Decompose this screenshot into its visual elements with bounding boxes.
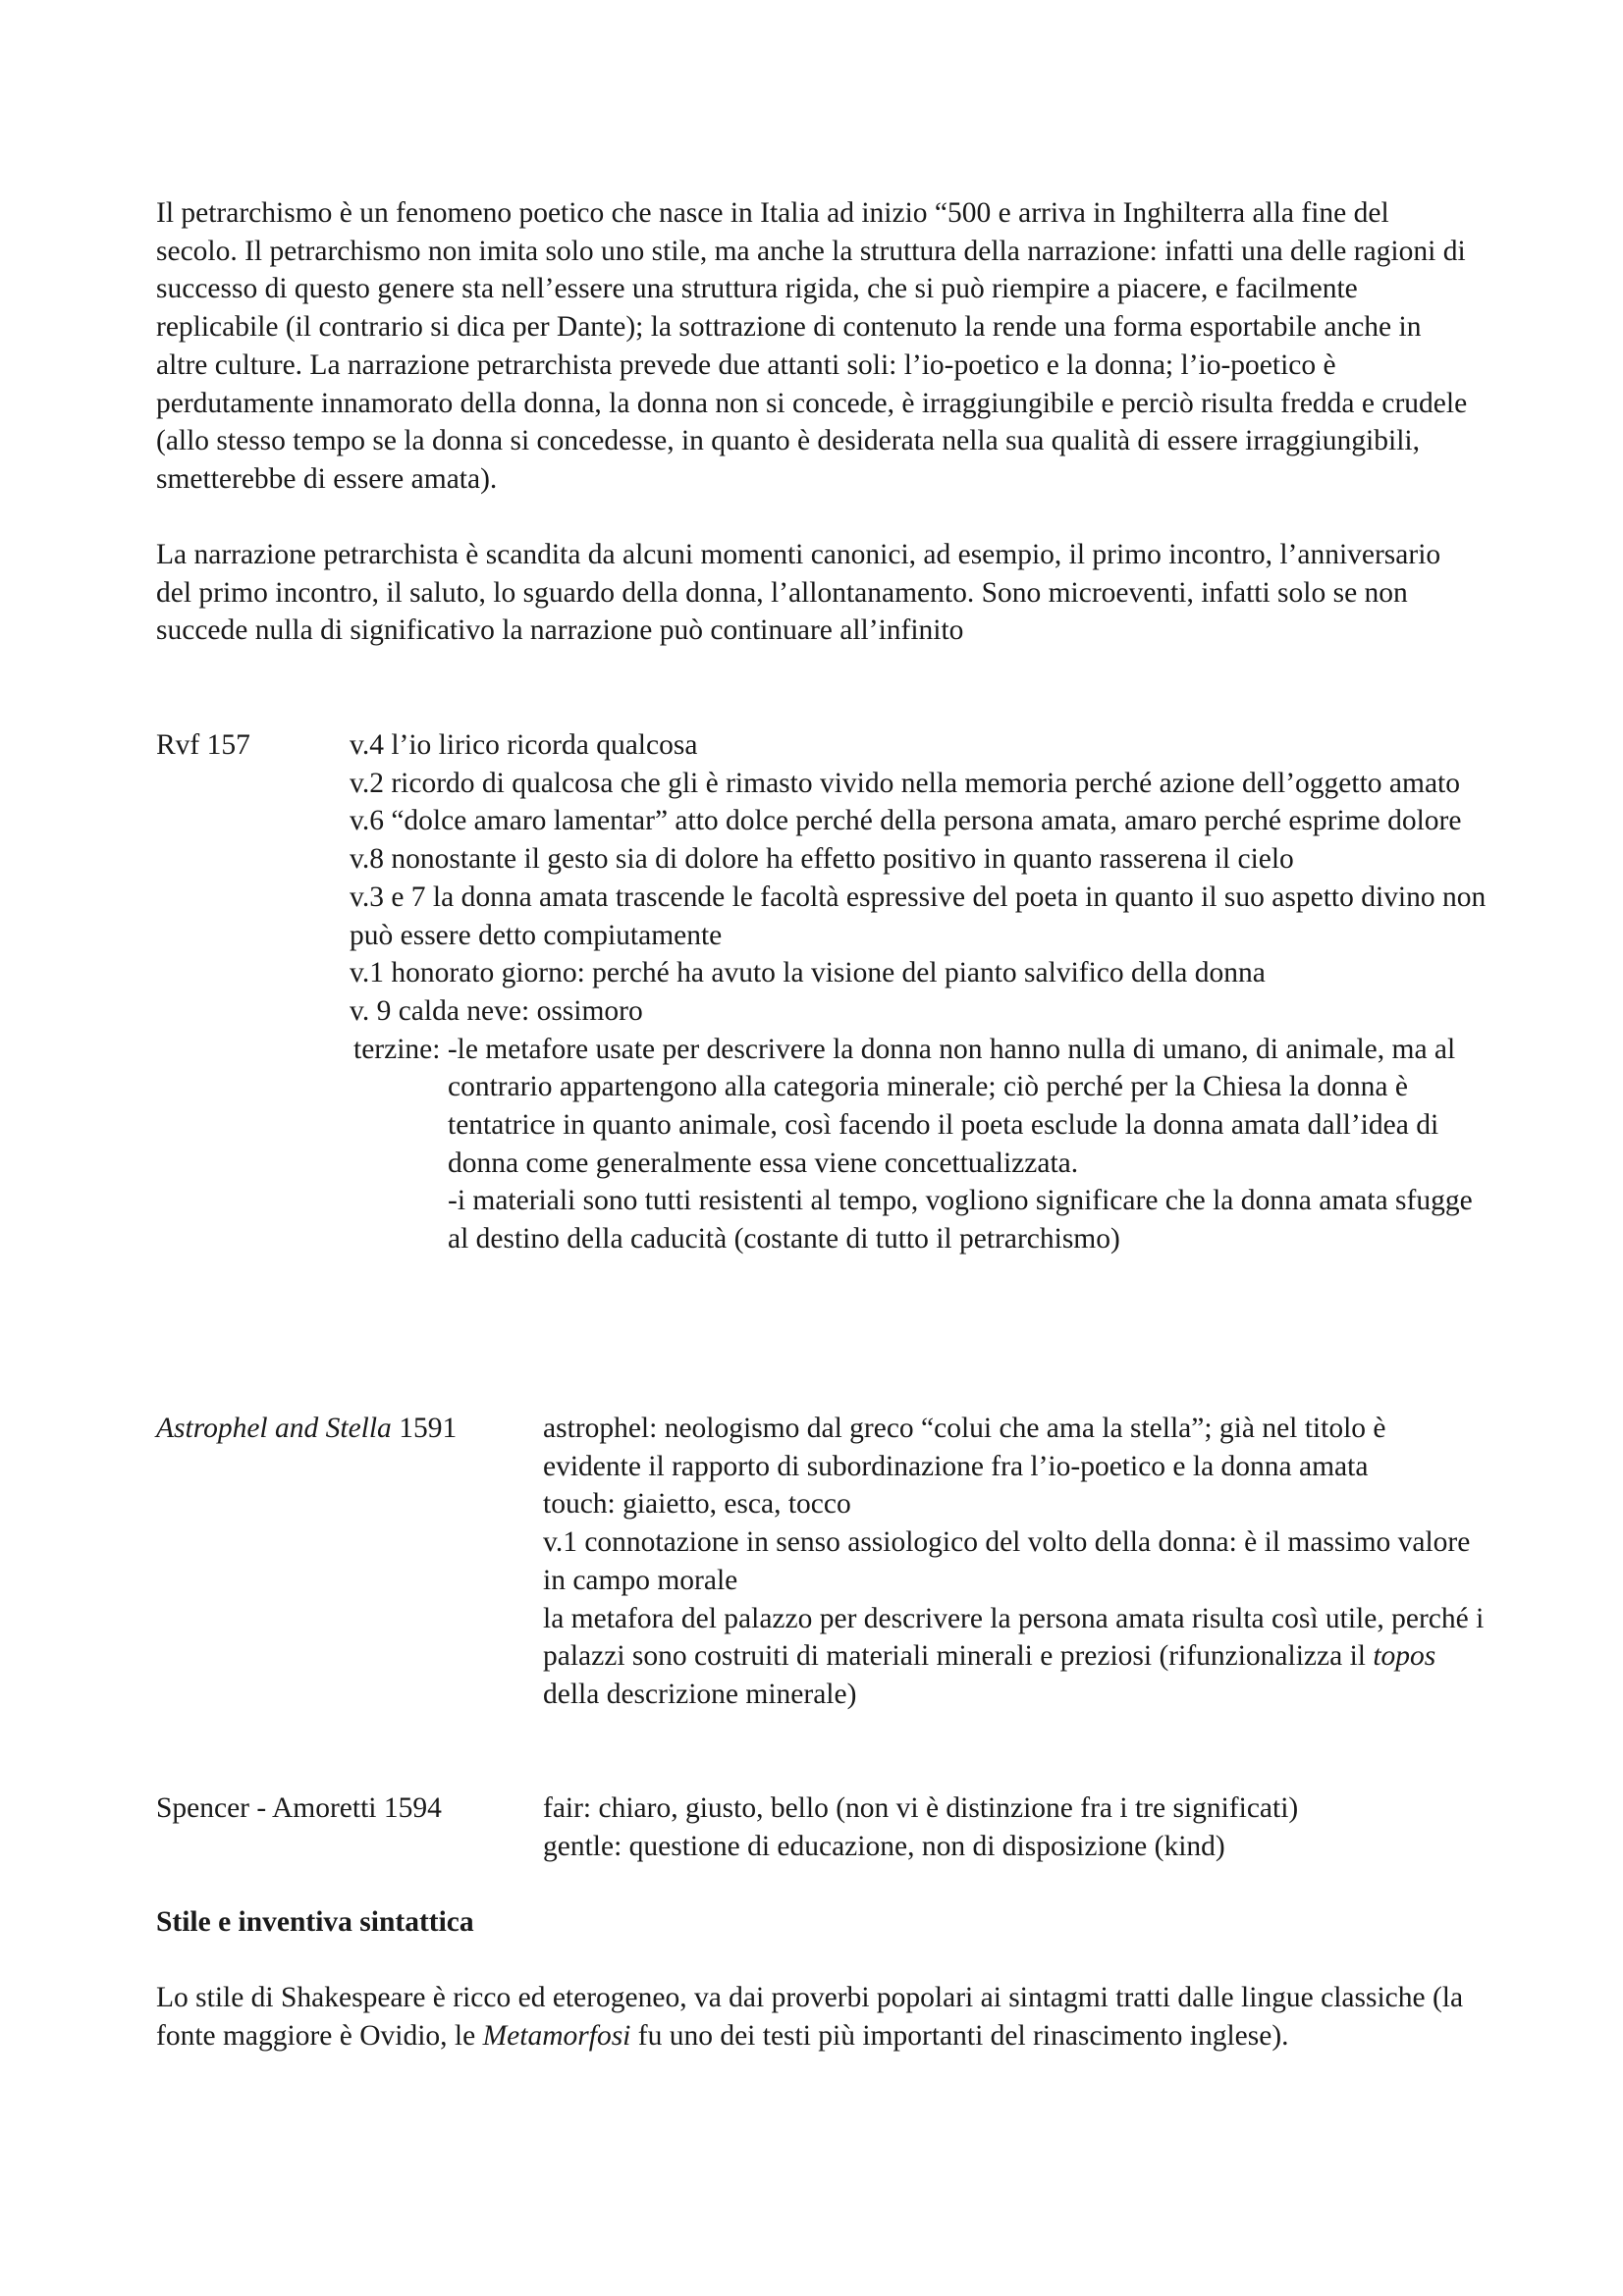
section-italic: Metamorfosi xyxy=(482,2019,631,2052)
rvf-label: Rvf 157 xyxy=(156,729,250,761)
spencer-note: gentle: questione di educazione, non di disposizione (kind) xyxy=(543,1830,1225,1862)
spencer-label: Spencer - Amoretti 1594 xyxy=(156,1792,442,1824)
rvf-note: v.4 l’io lirico ricorda qualcosa xyxy=(350,729,698,761)
rvf-note: v. 9 calda neve: ossimoro xyxy=(350,994,643,1027)
rvf-terzine-note: terzine: -le metafore usate per descrivere la donna non hanno nulla di umano, di animale, ma al contrario appartengono alla categoria minerale; ciò perché per la Chiesa la donna è tentatrice in quanto animale, così facendo il poeta esclude la donna amata dall’idea di donna come generalmente essa viene concettualizzata. xyxy=(353,1033,1456,1179)
spencer-note: fair: chiaro, giusto, bello (non vi è distinzione fra i tre significati) xyxy=(543,1792,1299,1824)
astrophel-notes xyxy=(543,1410,1486,1714)
astrophel-note: v.1 connotazione in senso assiologico del volto della donna: è il massimo valore in campo morale xyxy=(543,1526,1471,1596)
palazzo-text-end: della descrizione minerale) xyxy=(543,1678,857,1710)
rvf-note: v.6 “dolce amaro lamentar” atto dolce perché della persona amata, amaro perché esprime dolore xyxy=(350,805,1462,837)
astrophel-note: touch: giaietto, esca, tocco xyxy=(543,1488,851,1521)
spencer-notes xyxy=(543,1789,1525,1865)
astrophel-year: 1591 xyxy=(391,1413,458,1444)
section-text: Lo stile di Shakespeare è ricco ed eterogeneo, va dai proverbi popolari ai sintagmi tratti dalle lingue classiche (la fonte maggiore è Ovidio, le xyxy=(156,1982,1464,2052)
intro-paragraph-2: La narrazione petrarchista è scandita da alcuni momenti canonici, ad esempio, il primo incontro, l’anniversario del primo incontro, il saluto, lo sguardo della donna, l’allontanamento. Sono microeventi, infatti solo se non succede nulla di significativo la narrazione può continuare all’infinito xyxy=(156,539,1441,647)
astrophel-label xyxy=(156,1410,457,1448)
rvf-notes xyxy=(350,726,1488,1258)
rvf-note: v.1 honorato giorno: perché ha avuto la visione del pianto salvifico della donna xyxy=(350,957,1266,989)
astrophel-note-palazzo xyxy=(543,1600,1486,1714)
section-text-end: fu uno dei testi più importanti del rinascimento inglese). xyxy=(630,2019,1289,2052)
palazzo-text: la metafora del palazzo per descrivere la persona amata risulta così utile, perché i palazzi sono costruiti di materiali minerali e preziosi (rifunzionalizza il xyxy=(543,1602,1485,1673)
rvf-note: v.3 e 7 la donna amata trascende le facoltà espressive del poeta in quanto il suo aspetto divino non può essere detto compiutamente xyxy=(350,881,1487,951)
section-heading: Stile e inventiva sintattica xyxy=(156,1906,474,1938)
section-paragraph xyxy=(156,1979,1477,2055)
palazzo-italic: topos xyxy=(1373,1640,1436,1673)
rvf-note: v.8 nonostante il gesto sia di dolore ha effetto positivo in quanto rasserena il cielo xyxy=(350,843,1294,876)
intro-paragraph-1: Il petrarchismo è un fenomeno poetico che nasce in Italia ad inizio “500 e arriva in Inghilterra alla fine del secolo. Il petrarchismo non imita solo uno stile, ma anche la struttura della narrazione: infatti una delle ragioni di successo di questo genere sta nell’essere una struttura rigida, che si può riempire a piacere, e facilmente replicabile (il contrario si dica per Dante); la sottrazione di contenuto la rende una forma esportabile anche in altre culture. La narrazione petrarchista prevede due attanti soli: l’io-poetico e la donna; l’io-poetico è perdutamente innamorato della donna, la donna non si concede, è irraggiungibile e perciò risulta fredda e crudele (allo stesso tempo se la donna si concedesse, in quanto è desiderata nella sua qualità di essere irraggiungibili, smetterebbe di essere amata). xyxy=(156,197,1468,495)
astrophel-title: Astrophel and Stella xyxy=(156,1413,392,1444)
rvf-note: v.2 ricordo di qualcosa che gli è rimasto vivido nella memoria perché azione dell’oggetto amato xyxy=(350,767,1460,799)
rvf-terzine-note-2: -i materiali sono tutti resistenti al tempo, vogliono significare che la donna amata sfugge al destino della caducità (costante di tutto il petrarchismo) xyxy=(448,1185,1473,1255)
astrophel-note: astrophel: neologismo dal greco “colui che ama la stella”; già nel titolo è evidente il rapporto di subordinazione fra l’io-poetico e la donna amata xyxy=(543,1413,1386,1482)
